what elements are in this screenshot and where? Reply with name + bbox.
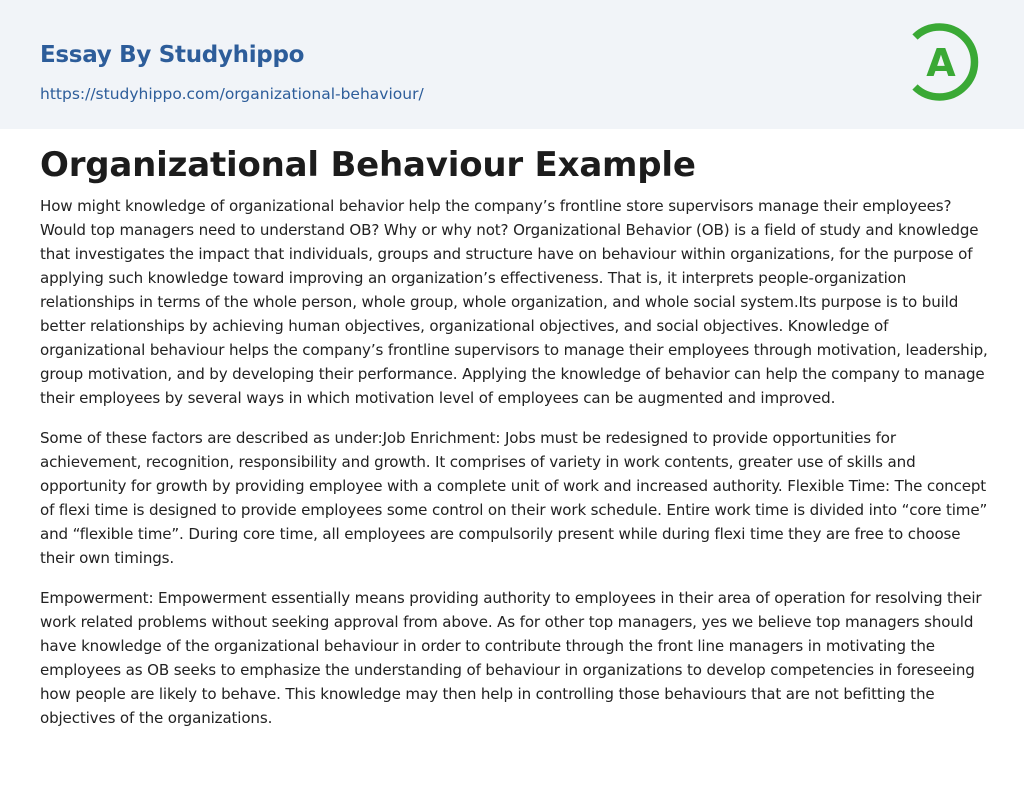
page-title: Organizational Behaviour Example <box>40 145 696 185</box>
logo-letter: A <box>926 41 956 85</box>
essay-paragraph-3: Empowerment: Empowerment essentially means providing authority to employees in their area of operation for resolving their work related problems without seeking approval from above. As for other top managers, yes we believe top managers should have knowledge of the organizational behaviour in order to contribute through the front line managers in motivating the employees as OB seeks to emphasize the understanding of behaviour in organizations to develop competencies in foreseeing how people are likely to behave. This knowledge may then help in controlling those behaviours that are not befitting the objectives of the organizations. <box>40 589 982 727</box>
essay-body <box>40 194 990 746</box>
essay-paragraph-1: How might knowledge of organizational behavior help the company’s frontline store supervisors manage their employees? Would top managers need to understand OB? Why or why not? Organizational Behavior (OB) is a field of study and knowledge that investigates the impact that individuals, groups and structure have on behaviour within organizations, for the purpose of applying such knowledge toward improving an organization’s effectiveness. That is, it interprets people-organization relationships in terms of the whole person, whole group, whole organization, and whole social system.Its purpose is to build better relationships by achieving human objectives, organizational objectives, and social objectives. Knowledge of organizational behaviour helps the company’s frontline supervisors to manage their employees through motivation, leadership, group motivation, and by developing their performance. Applying the knowledge of behavior can help the company to manage their employees by several ways in which motivation level of employees can be augmented and improved. <box>40 197 988 407</box>
brand-title[interactable]: Essay By Studyhippo <box>40 42 305 68</box>
studyhippo-logo-icon[interactable] <box>911 18 987 106</box>
site-header <box>0 0 1024 129</box>
essay-paragraph-2: Some of these factors are described as under:Job Enrichment: Jobs must be redesigned to provide opportunities for achievement, recognition, responsibility and growth. It comprises of variety in work contents, greater use of skills and opportunity for growth by providing employee with a complete unit of work and increased authority. Flexible Time: The concept of flexi time is designed to provide employees some control on their work schedule. Entire work time is divided into “core time” and “flexible time”. During core time, all employees are compulsorily present while during flexi time they are free to choose their own timings. <box>40 429 988 567</box>
essay-url-link[interactable]: https://studyhippo.com/organizational-behaviour/ <box>40 85 424 103</box>
